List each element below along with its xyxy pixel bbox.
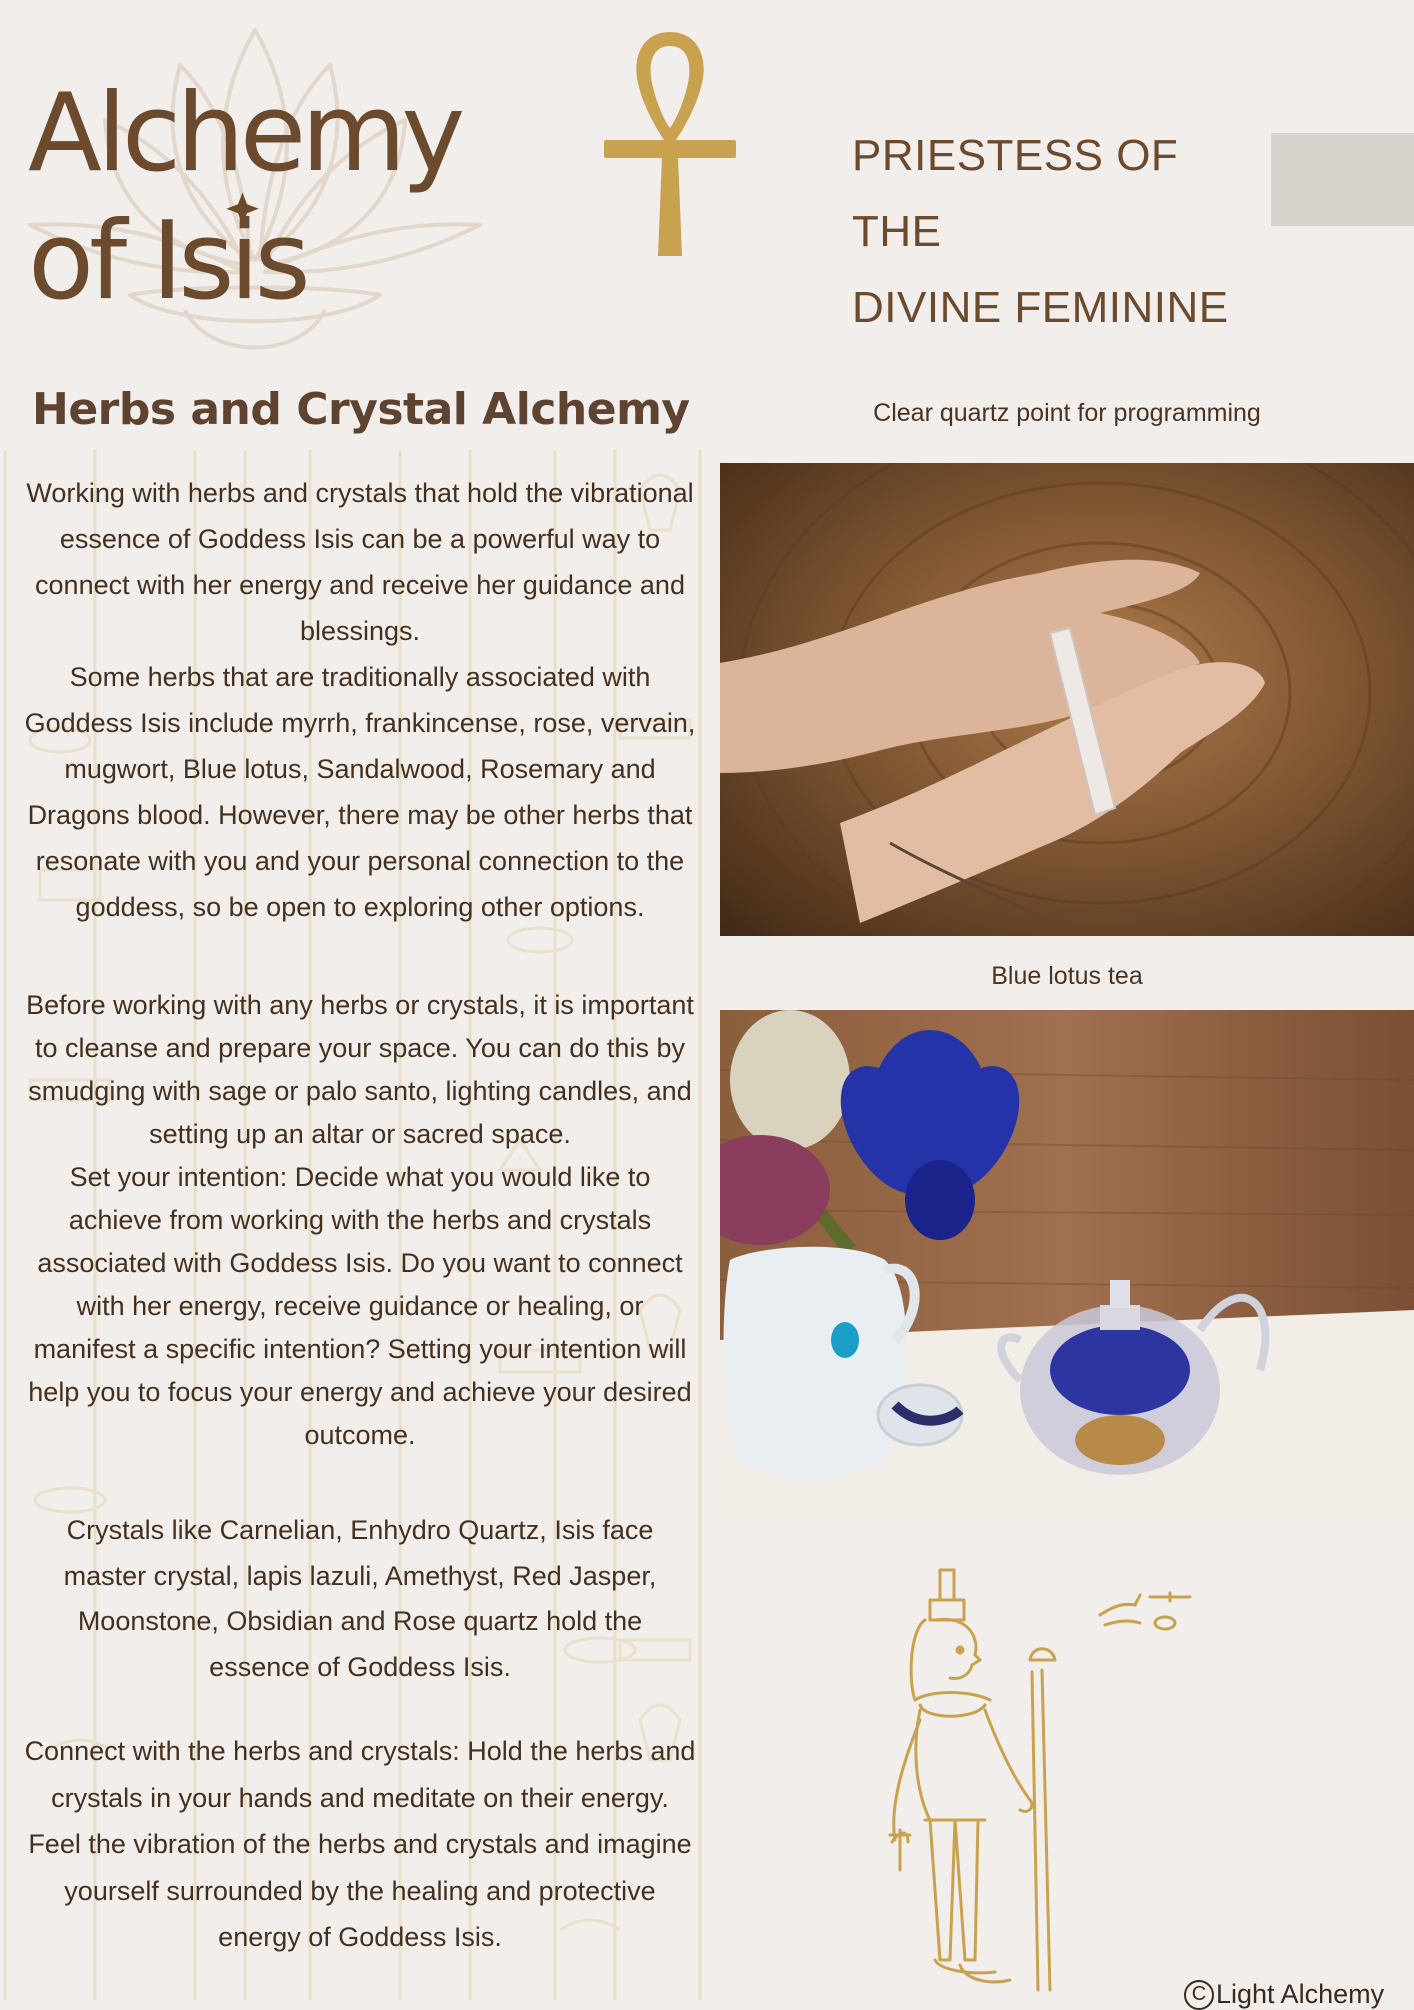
paragraph-herbs-text: Working with herbs and crystals that hold the vibrational essence of Goddess Isis can be a powerful way to connect with her energy and receive her guidance and blessings. Some herbs that are traditionally associated with Goddess Isis include myrrh, frankincense, rose, vervain, mugwort, Blue lotus, Sandalwood, Rosemary and Dragons blood. However, there may be other herbs that resonate with you and your personal connection to the goddess, so be open to exploring other options. xyxy=(24,478,696,922)
isis-figure-icon xyxy=(880,1560,1080,2000)
copyright-text: Light Alchemy xyxy=(1216,1979,1385,2009)
decorative-block xyxy=(1271,133,1414,226)
hieroglyph-icon xyxy=(1095,1585,1195,1635)
subtitle xyxy=(852,118,1272,346)
paragraph-preparation xyxy=(24,984,696,1457)
quartz-photo xyxy=(720,463,1414,936)
title-line-1: Alchemy xyxy=(28,71,461,196)
title-line-2: of Isis xyxy=(28,199,306,324)
blue-lotus-tea-photo xyxy=(720,1010,1414,1529)
photo-caption-quartz: Clear quartz point for programming xyxy=(873,399,1261,427)
page-title xyxy=(28,70,460,326)
copyright-icon: C xyxy=(1184,1980,1214,2010)
section-heading: Herbs and Crystal Alchemy xyxy=(32,384,690,435)
paragraph-crystals: Crystals like Carnelian, Enhydro Quartz, Isis face master crystal, lapis lazuli, Amethyst, Red Jasper, Moonstone, Obsidian and Rose quartz hold the essence of Goddess Isis. xyxy=(63,1515,657,1682)
paragraph-connect: Connect with the herbs and crystals: Hold the herbs and crystals in your hands and meditate on their energy. Feel the vibration of the herbs and crystals and imagine yourself surrounded by the healing and protective energy of Goddess Isis. xyxy=(24,1736,696,1952)
ankh-icon xyxy=(600,28,740,260)
subtitle-line-2: DIVINE FEMININE xyxy=(852,283,1229,332)
photo-caption-tea: Blue lotus tea xyxy=(991,962,1143,990)
paragraph-preparation-text: Before working with any herbs or crystals, it is important to cleanse and prepare your space. You can do this by smudging with sage or palo santo, lighting candles, and setting up an altar or sacred space. Set your intention: Decide what you would like to achieve from working with the herbs and crystals associated with Goddess Isis. Do you want to connect with her energy, receive guidance or healing, or manifest a specific intention? Setting your intention will help you to focus your energy and achieve your desired outcome. xyxy=(26,990,694,1450)
subtitle-line-1: PRIESTESS OF THE xyxy=(852,131,1179,256)
copyright-notice xyxy=(1184,1979,1384,2010)
paragraph-herbs xyxy=(24,470,696,930)
